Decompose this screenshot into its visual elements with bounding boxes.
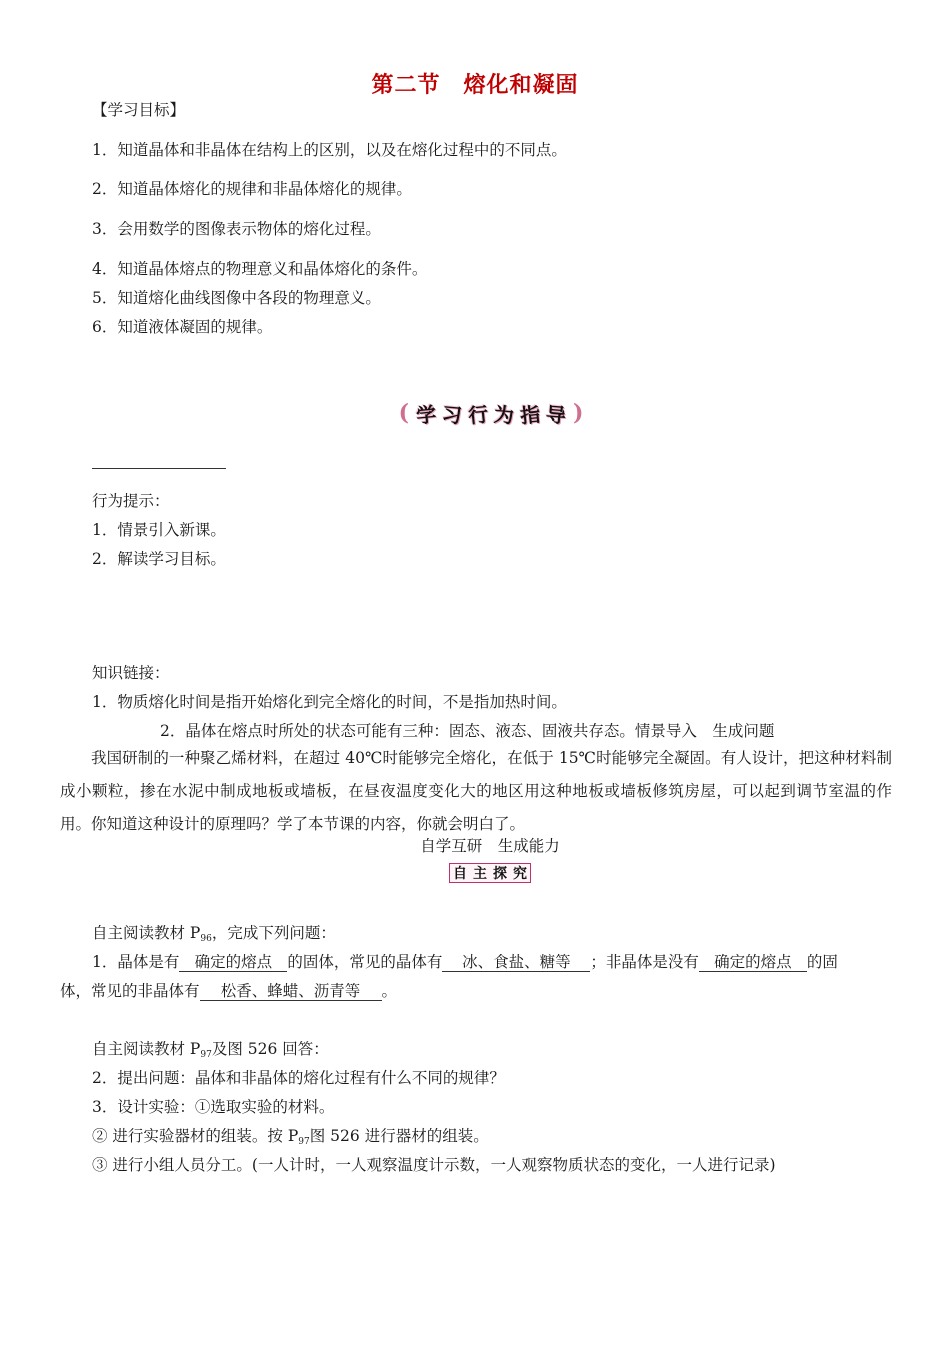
objective-item: 3．会用数学的图像表示物体的熔化过程。: [92, 220, 381, 238]
experiment-step-2: [92, 1129, 489, 1147]
knowledge-item: 2．晶体在熔点时所处的状态可能有三种：固态、液态、固液共存态。情景导入 生成问题: [160, 722, 775, 740]
objectives-heading: 【学习目标】: [92, 101, 186, 119]
experiment-step-3: ③ 进行小组人员分工。(一人计时，一人观察温度计示数，一人观察物质状态的变化，一人进行记录): [92, 1156, 776, 1174]
banner-char: 学: [414, 401, 438, 428]
tag-char: 探: [493, 866, 507, 882]
self-study-tag: [449, 863, 531, 883]
tag-char: 自: [453, 866, 467, 882]
banner-left-cap: (: [398, 400, 409, 426]
banner-right-cap: ): [573, 400, 584, 426]
objective-item: 1．知道晶体和非晶体在结构上的区别，以及在熔化过程中的不同点。: [92, 141, 567, 159]
read-suffix: ，完成下列问题：: [211, 924, 336, 942]
answer-blank: 确定的熔点: [699, 955, 807, 972]
page-subscript: 96: [200, 934, 212, 944]
question-2: 2．提出问题：晶体和非晶体的熔化过程有什么不同的规律？: [92, 1069, 505, 1087]
page-subscript: 97: [200, 1050, 212, 1060]
objective-item: 2．知道晶体熔化的规律和非晶体熔化的规律。: [92, 180, 412, 198]
answer-blank: 冰、食盐、糖等: [442, 955, 590, 972]
reading-instruction-2: [92, 1042, 329, 1060]
q1-text: 。: [381, 982, 398, 1000]
question-3: 3．设计实验：①选取实验的材料。: [92, 1098, 335, 1116]
read-prefix: 自主阅读教材 P: [92, 1040, 201, 1058]
objective-item: 4．知道晶体熔点的物理意义和晶体熔化的条件。: [92, 260, 428, 278]
q1-text: ；非晶体是没有: [590, 953, 699, 971]
banner-char: 行: [466, 401, 490, 428]
banner-char: 习: [440, 401, 463, 428]
objective-item: 6．知道液体凝固的规律。: [92, 318, 273, 336]
page-subscript: 97: [298, 1137, 310, 1147]
q1-text: 的固体，常见的晶体有: [287, 953, 443, 971]
study-guide-banner: [393, 396, 589, 430]
q1-text: 体，常见的非晶体有: [60, 982, 200, 1000]
behavior-item: 1．情景引入新课。: [92, 521, 226, 539]
question-1-line-2: [60, 984, 397, 1001]
objective-item: 5．知道熔化曲线图像中各段的物理意义。: [92, 289, 381, 307]
answer-blank: 确定的熔点: [179, 955, 287, 972]
knowledge-item: 1．物质熔化时间是指开始熔化到完全熔化的时间，不是指加热时间。: [92, 693, 567, 711]
behavior-item: 2．解读学习目标。: [92, 550, 226, 568]
scenario-paragraph: 我国研制的一种聚乙烯材料，在超过 40℃时能够完全熔化，在低于 15℃时能够完全凝固。有人设计，把这种材料制成小颗粒，掺在水泥中制成地板或墙板，在昼夜温度变化大的地区用这种地板或墙板修筑房屋，可以起到调节室温的作用。你知道这种设计的原理吗？学了本节课的内容，你就会明白了。: [60, 749, 892, 833]
step-suffix: 图 526 进行器材的组装。: [309, 1127, 489, 1145]
banner-char: 导: [544, 401, 567, 428]
step-prefix: ② 进行实验器材的组装。按 P: [92, 1127, 299, 1145]
q1-text: 1．晶体是有: [92, 953, 180, 971]
tag-char: 主: [473, 866, 487, 882]
read-suffix: 及图 526 回答：: [211, 1040, 329, 1058]
read-prefix: 自主阅读教材 P: [92, 924, 201, 942]
page-title: 第二节 熔化和凝固: [371, 73, 579, 98]
tag-char: 究: [513, 866, 527, 882]
reading-instruction-1: [92, 926, 336, 944]
banner-char: 指: [518, 401, 542, 428]
behavior-heading: 行为提示：: [92, 492, 170, 510]
section-heading: 自学互研 生成能力: [420, 837, 560, 855]
question-1-line-1: [92, 955, 838, 972]
q1-text: 的固: [806, 953, 838, 971]
banner-char: 为: [492, 401, 515, 428]
knowledge-heading: 知识链接：: [92, 664, 170, 682]
answer-blank: 松香、蜂蜡、沥青等: [200, 984, 382, 1001]
divider-line: [92, 468, 226, 469]
